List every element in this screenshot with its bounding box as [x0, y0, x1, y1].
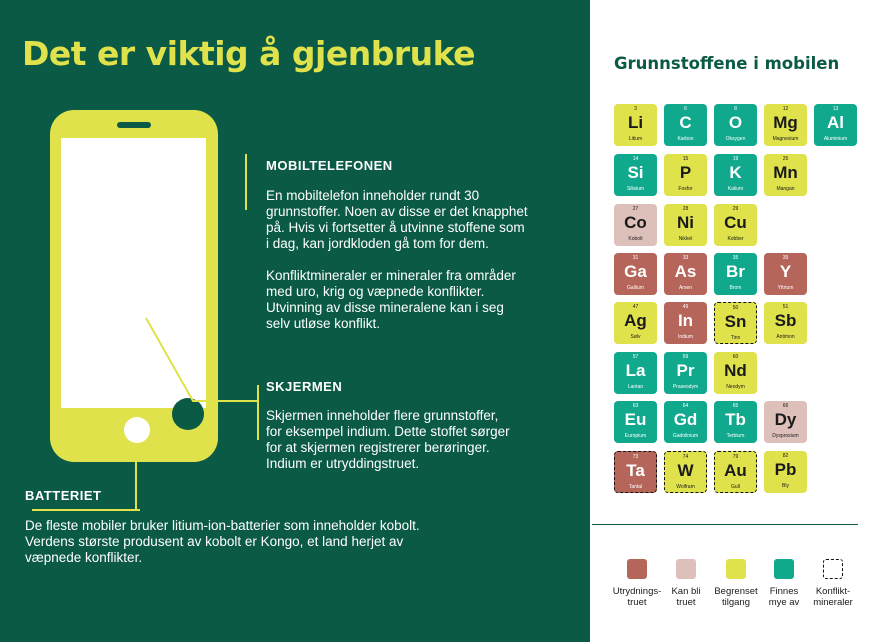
element-symbol: Tb — [725, 410, 746, 429]
element-symbol: K — [729, 163, 742, 182]
element-tile-p — [664, 154, 707, 196]
battery-heading: BATTERIET — [25, 488, 102, 503]
element-name: Dysprosium — [772, 433, 799, 439]
element-name: Neodym — [726, 384, 745, 390]
page-title: Det er viktig å gjenbruke — [22, 34, 476, 73]
element-name: Arsen — [678, 285, 693, 291]
element-name: Praseodym — [672, 384, 699, 390]
screen-callout-line — [146, 318, 258, 401]
element-number: 79 — [732, 454, 739, 460]
legend-divider — [592, 524, 858, 525]
element-name: Terbium — [726, 433, 745, 439]
element-symbol: Br — [726, 262, 745, 281]
element-tile-la — [614, 352, 657, 394]
element-number: 50 — [732, 305, 739, 311]
element-number: 15 — [682, 156, 689, 162]
element-number: 14 — [632, 156, 639, 162]
element-tile-co — [614, 204, 657, 246]
element-tile-tb — [714, 401, 757, 443]
element-tile-li — [614, 104, 657, 146]
element-symbol: La — [625, 361, 646, 380]
screen-text: Skjermen inneholder flere grunnstoffer, for eksempel indium. Dette stoffet sørger for at skjermen registrerer berøringer. Indium er utryddingstruet. — [266, 408, 510, 471]
element-name: Magnesium — [772, 136, 799, 142]
element-tile-pb — [764, 451, 807, 493]
element-name: Brom — [729, 285, 742, 291]
periodic-title: Grunnstoffene i mobilen — [614, 54, 840, 73]
element-number: 27 — [632, 206, 639, 212]
element-symbol: Mn — [773, 163, 798, 182]
element-name: Karbon — [677, 136, 694, 142]
element-symbol: Pr — [676, 361, 695, 380]
element-tile-sb — [764, 302, 807, 344]
element-tile-gd — [664, 401, 707, 443]
element-name: Litium — [628, 136, 643, 142]
element-tile-cu — [714, 204, 757, 246]
element-tile-ni — [664, 204, 707, 246]
element-tile-sn — [714, 302, 757, 344]
element-tile-k — [714, 154, 757, 196]
element-number: 33 — [682, 255, 689, 261]
element-tile-br — [714, 253, 757, 295]
element-symbol: P — [679, 163, 692, 182]
element-name: Tinn — [730, 335, 741, 341]
element-name: Kalium — [727, 186, 744, 192]
element-symbol: Al — [827, 113, 844, 132]
element-number: 66 — [782, 403, 789, 409]
element-name: Indium — [677, 334, 693, 340]
element-symbol: Ta — [626, 461, 645, 480]
mobile-heading: MOBILTELEFONEN — [266, 158, 393, 173]
element-tile-eu — [614, 401, 657, 443]
element-number: 60 — [732, 354, 739, 360]
element-number: 8 — [734, 106, 737, 112]
element-tile-si — [614, 154, 657, 196]
element-name: Lantan — [627, 384, 644, 390]
element-name: Bly — [782, 483, 789, 489]
element-number: 3 — [634, 106, 637, 112]
element-tile-ta — [614, 451, 657, 493]
element-tile-y — [764, 253, 807, 295]
element-tile-al — [814, 104, 857, 146]
element-symbol: W — [677, 461, 694, 480]
element-symbol: As — [674, 262, 697, 281]
element-name: Yttrium — [777, 285, 794, 291]
element-symbol: Y — [779, 262, 792, 281]
element-symbol: Au — [724, 461, 747, 480]
element-symbol: Eu — [624, 410, 647, 429]
element-number: 6 — [684, 106, 687, 112]
element-name: Silisium — [626, 186, 645, 192]
legend-swatch-limited — [726, 559, 746, 579]
element-number: 51 — [782, 304, 789, 310]
element-symbol: Si — [627, 163, 644, 182]
element-number: 13 — [832, 106, 839, 112]
element-symbol: Li — [627, 113, 644, 132]
legend-label-endangered: Kan bli truet — [671, 586, 701, 608]
element-name: Gallium — [627, 285, 644, 291]
element-symbol: Ni — [677, 213, 694, 232]
element-number: 31 — [632, 255, 639, 261]
element-name: Antimon — [776, 334, 795, 340]
element-symbol: Sb — [774, 311, 797, 330]
legend-label-critical: Utrydnings- truet — [612, 586, 662, 608]
legend-swatch-conflict — [823, 559, 843, 579]
legend-label-abundant: Finnes mye av — [768, 586, 800, 608]
element-number: 29 — [732, 206, 739, 212]
element-name: Oksygen — [725, 136, 746, 142]
element-number: 73 — [632, 454, 639, 460]
element-symbol: Gd — [673, 410, 698, 429]
element-number: 64 — [682, 403, 689, 409]
battery-text: De fleste mobiler bruker litium-ion-batterier som inneholder kobolt. Verdens største produsent av kobolt er Kongo, et land herjet av væpnede konflikter. — [25, 518, 420, 565]
element-tile-mn — [764, 154, 807, 196]
element-number: 19 — [732, 156, 739, 162]
element-symbol: Mg — [773, 113, 798, 132]
element-symbol: O — [728, 113, 743, 132]
legend-swatch-abundant — [774, 559, 794, 579]
element-tile-c — [664, 104, 707, 146]
mobile-text: En mobiltelefon inneholder rundt 30 grunnstoffer. Noen av disse er det knapphet på. Hvis vi fortsetter å utvinne stoffene som i dag, kan jordkloden gå tom for dem. Konfliktmineraler er mineraler fra områder med uro, krig og væpnede konflikter. Utvinning av disse mineralene kan i seg selv utløse konflikt. — [266, 188, 528, 331]
element-number: 28 — [682, 206, 689, 212]
element-number: 35 — [732, 255, 739, 261]
element-symbol: Sn — [724, 312, 747, 331]
element-name: Mangan — [776, 186, 795, 192]
element-number: 39 — [782, 255, 789, 261]
element-name: Gull — [731, 484, 740, 490]
element-tile-au — [714, 451, 757, 493]
element-name: Tantal — [628, 484, 643, 490]
element-name: Kobber — [727, 236, 744, 242]
element-tile-ga — [614, 253, 657, 295]
element-name: Sølv — [630, 334, 641, 340]
element-tile-pr — [664, 352, 707, 394]
element-number: 49 — [682, 304, 689, 310]
legend-swatch-critical — [627, 559, 647, 579]
element-symbol: In — [677, 311, 694, 330]
element-number: 25 — [782, 156, 789, 162]
element-symbol: Pb — [774, 460, 797, 479]
element-symbol: Nd — [724, 361, 747, 380]
element-number: 59 — [682, 354, 689, 360]
element-symbol: Dy — [774, 410, 797, 429]
legend-label-conflict: Konflikt- mineraler — [813, 586, 853, 608]
element-tile-as — [664, 253, 707, 295]
element-tile-dy — [764, 401, 807, 443]
element-tile-o — [714, 104, 757, 146]
element-number: 63 — [632, 403, 639, 409]
element-symbol: Ag — [624, 311, 647, 330]
element-name: Nikkel — [678, 236, 693, 242]
element-symbol: C — [679, 113, 692, 132]
element-number: 74 — [682, 454, 689, 460]
element-symbol: Co — [624, 213, 647, 232]
element-name: Fosfor — [678, 186, 693, 192]
element-name: Gadolinium — [672, 433, 699, 439]
element-tile-nd — [714, 352, 757, 394]
element-name: Kobolt — [628, 236, 643, 242]
element-name: Wolfram — [676, 484, 695, 490]
element-tile-mg — [764, 104, 807, 146]
legend-label-limited: Begrenset tilgang — [714, 586, 758, 608]
element-tile-w — [664, 451, 707, 493]
element-name: Aluminium — [823, 136, 848, 142]
element-number: 65 — [732, 403, 739, 409]
element-symbol: Ga — [624, 262, 647, 281]
element-number: 82 — [782, 453, 789, 459]
element-symbol: Cu — [724, 213, 747, 232]
element-number: 57 — [632, 354, 639, 360]
legend-swatch-endangered — [676, 559, 696, 579]
element-tile-in — [664, 302, 707, 344]
element-number: 12 — [782, 106, 789, 112]
screen-heading: SKJERMEN — [266, 379, 343, 394]
element-name: Europium — [624, 433, 647, 439]
element-tile-ag — [614, 302, 657, 344]
element-number: 47 — [632, 304, 639, 310]
